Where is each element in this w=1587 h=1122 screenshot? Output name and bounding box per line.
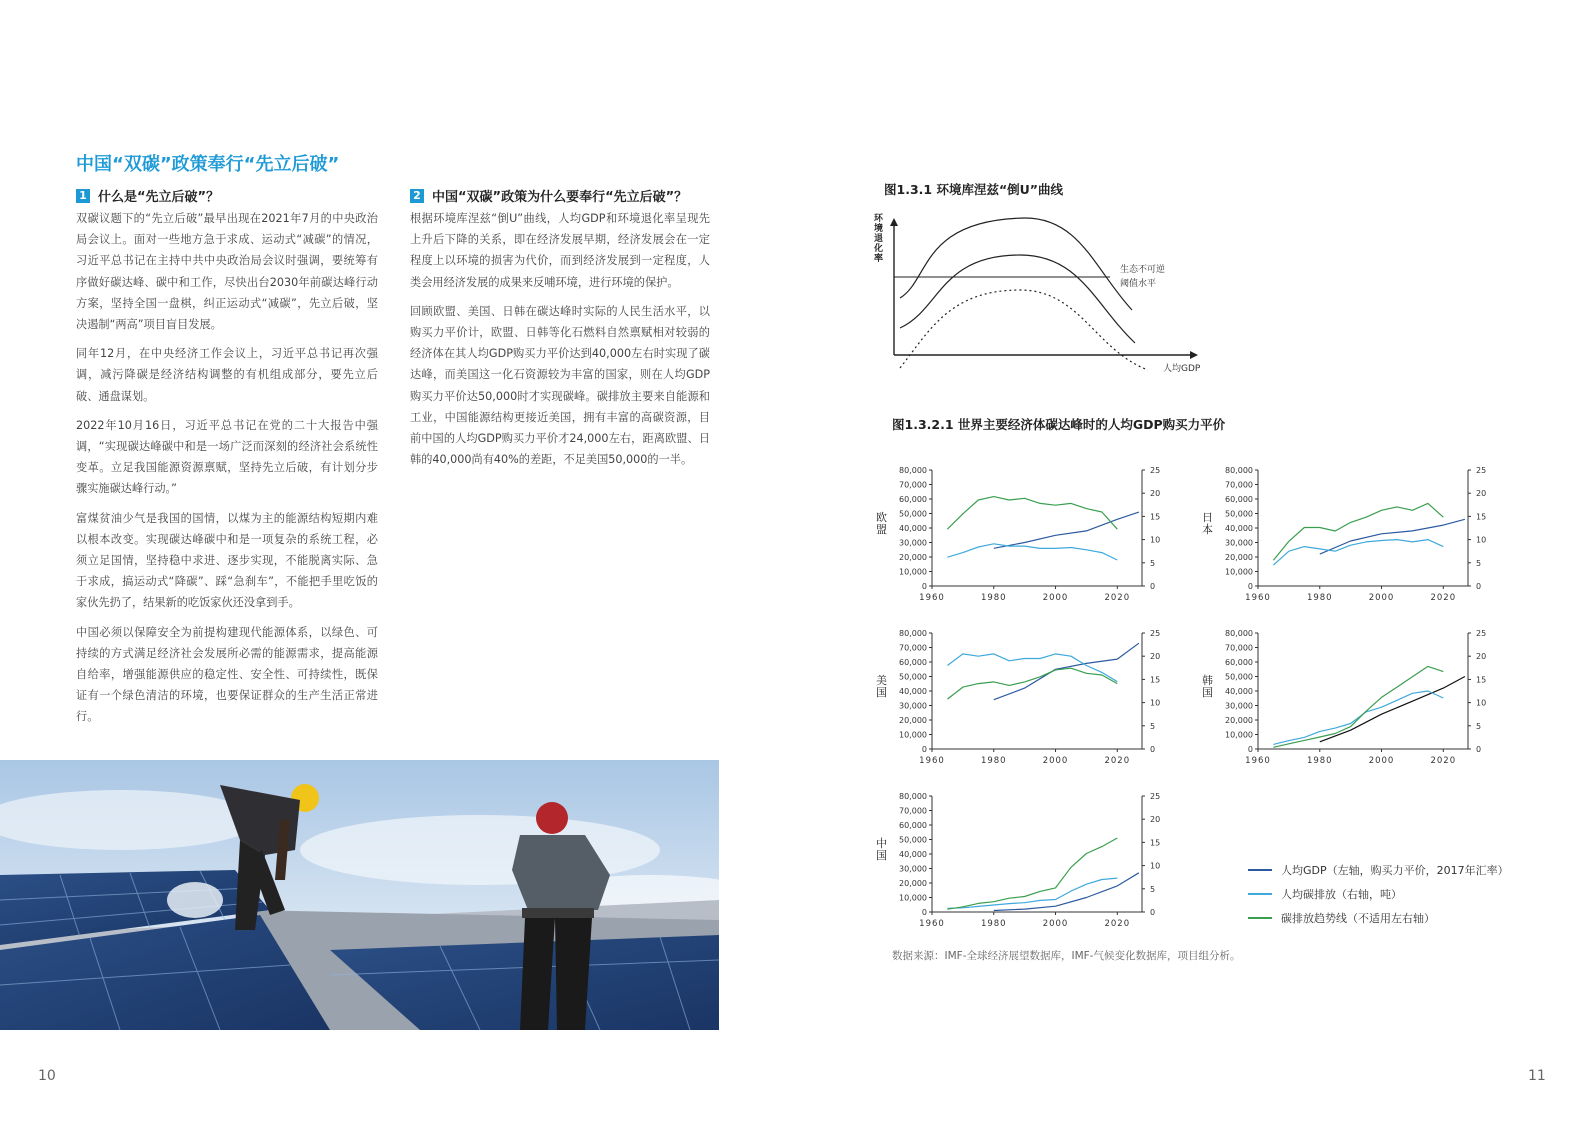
x-tick-label: 2000 [1368, 593, 1395, 603]
right-tick-label: 15 [1476, 675, 1487, 685]
left-tick-label: 30,000 [1225, 701, 1253, 711]
legend-swatch [1248, 917, 1272, 919]
left-tick-label: 60,000 [899, 658, 927, 667]
x-tick-label: 2000 [1368, 756, 1395, 766]
left-tick-label: 50,000 [899, 509, 927, 519]
kuznets-curve-diagram [880, 210, 1220, 385]
x-tick-label: 2020 [1430, 756, 1457, 766]
section-1-title: 什么是“先立后破”？ [98, 190, 220, 205]
section-2-number: 2 [410, 189, 424, 203]
x-tick-label: 2020 [1104, 919, 1131, 929]
left-tick-label: 70,000 [1225, 643, 1253, 653]
left-tick-label: 20,000 [899, 879, 927, 888]
left-tick-label: 40,000 [899, 850, 927, 859]
left-tick-label: 10,000 [1225, 730, 1253, 740]
left-tick-label: 30,000 [1225, 538, 1253, 548]
x-tick-label: 2020 [1104, 756, 1131, 766]
section-2-body [410, 208, 710, 478]
x-tick-label: 2020 [1430, 593, 1457, 603]
region-label: 中国 [876, 837, 887, 862]
right-tick-label: 20 [1150, 489, 1161, 499]
left-tick-label: 0 [1247, 745, 1253, 754]
x-axis-label: 人均GDP [1163, 364, 1201, 374]
section-1-body [76, 208, 378, 736]
left-tick-label: 10,000 [899, 730, 927, 740]
section-2-title: 中国“双碳”政策为什么要奉行“先立后破”？ [432, 190, 688, 205]
left-tick-label: 50,000 [1225, 509, 1253, 519]
left-tick-label: 20,000 [899, 553, 927, 562]
threshold-label: 生态不可逆 [1120, 265, 1166, 275]
x-tick-label: 1980 [1306, 593, 1333, 603]
region-label: 欧盟 [876, 511, 887, 536]
legend-swatch [1248, 869, 1272, 871]
page-title: 中国“双碳”政策奉行“先立后破” [76, 154, 340, 175]
series-line-emission [1273, 540, 1443, 566]
right-tick-label: 10 [1476, 698, 1487, 708]
paragraph: 富煤贫油少气是我国的国情，以煤为主的能源结构短期内难以根本改变。实现碳达峰碳中和是一项复杂的系统工程，必须立足国情，坚持稳中求进、逐步实现，不能脱离实际、急于求成，搞运动式“降碳”、踩“急刹车”，不能把手里吃饭的家伙先扔了，结果新的吃饭家伙还没拿到手。 [76, 511, 378, 610]
series-line-trend [947, 838, 1117, 909]
right-tick-label: 0 [1150, 582, 1156, 591]
chart-korea [1210, 625, 1530, 780]
paragraph: 中国必须以保障安全为前提构建现代能源体系，以绿色、可持续的方式满足经济社会发展所必需的能源需求，提高能源自给率，增强能源供应的稳定性、安全性、可持续性，既保证有一个绿色清洁的环境，也要保证群众的生产生活正常进行。 [76, 625, 378, 724]
left-tick-label: 80,000 [1225, 629, 1253, 638]
left-tick-label: 50,000 [899, 672, 927, 682]
right-tick-label: 0 [1476, 745, 1482, 754]
data-source-note: 数据来源：IMF-全球经济展望数据库，IMF-气候变化数据库，项目组分析。 [892, 950, 1241, 962]
series-line-gdp [994, 643, 1139, 700]
series-line-gdp [994, 512, 1139, 548]
chart-eu [884, 462, 1204, 617]
chart-usa [884, 625, 1204, 780]
left-tick-label: 60,000 [899, 821, 927, 830]
series-line-gdp [1320, 677, 1465, 742]
right-tick-label: 25 [1476, 629, 1487, 638]
right-tick-label: 0 [1476, 582, 1482, 591]
x-tick-label: 1980 [1306, 756, 1333, 766]
figure-1-title: 图1.3.1 环境库涅兹“倒U”曲线 [884, 182, 1064, 197]
x-tick-label: 1960 [919, 593, 945, 603]
paragraph: 回顾欧盟、美国、日韩在碳达峰时实际的人民生活水平，以购买力平价计，欧盟、日韩等化石燃料自然禀赋相对较弱的经济体在其人均GDP购买力平价达到40,000左右时实现了碳达峰，而美国这一化石资源较为丰富的国家，则在人均GDP购买力平价达50,000时才实现碳峰。碳排放主要来自能源和工业，中国能源结构更接近美国，拥有丰富的高碳资源，目前中国的人均GDP购买力平价才24,000左右，距离欧盟、日韩的40,000尚有40%的差距，不足美国50,000的一半。 [410, 304, 710, 467]
legend-item [1248, 910, 1509, 926]
left-tick-label: 80,000 [899, 629, 927, 638]
right-tick-label: 20 [1476, 652, 1487, 662]
solar-installation-photo [0, 760, 719, 1030]
left-tick-label: 60,000 [1225, 658, 1253, 667]
x-tick-label: 2000 [1042, 919, 1069, 929]
right-tick-label: 0 [1150, 745, 1156, 754]
x-tick-label: 2020 [1104, 593, 1131, 603]
right-tick-label: 5 [1150, 884, 1156, 894]
x-tick-label: 1960 [1245, 593, 1271, 603]
right-tick-label: 10 [1150, 698, 1161, 708]
legend-item [1248, 862, 1509, 878]
legend-label: 碳排放趋势线（不适用左右轴） [1281, 912, 1435, 925]
region-label: 韩国 [1202, 674, 1213, 699]
right-tick-label: 5 [1150, 721, 1156, 731]
y-axis-arrow [890, 218, 898, 226]
left-tick-label: 0 [921, 582, 927, 591]
section-2-heading [410, 186, 687, 205]
x-tick-label: 1960 [1245, 756, 1271, 766]
right-tick-label: 20 [1150, 815, 1161, 825]
x-tick-label: 1960 [919, 919, 945, 929]
right-tick-label: 20 [1476, 489, 1487, 499]
left-tick-label: 70,000 [899, 643, 927, 653]
right-tick-label: 5 [1150, 558, 1156, 568]
left-tick-label: 60,000 [899, 495, 927, 504]
left-tick-label: 50,000 [1225, 672, 1253, 682]
left-tick-label: 30,000 [899, 701, 927, 711]
legend-label: 人均碳排放（右轴，吨） [1281, 888, 1402, 901]
right-tick-label: 5 [1476, 721, 1482, 731]
left-tick-label: 70,000 [1225, 480, 1253, 490]
left-tick-label: 40,000 [899, 524, 927, 533]
left-tick-label: 40,000 [1225, 687, 1253, 696]
series-line-trend [1273, 503, 1443, 560]
legend-label: 人均GDP（左轴，购买力平价，2017年汇率） [1281, 864, 1509, 877]
left-tick-label: 10,000 [899, 893, 927, 903]
paragraph: 同年12月，在中央经济工作会议上，习近平总书记再次强调，减污降碳是经济结构调整的有机组成部分，要先立后破、通盘谋划。 [76, 347, 378, 403]
page-number-right: 11 [1528, 1068, 1546, 1084]
left-tick-label: 0 [921, 908, 927, 917]
right-tick-label: 25 [1150, 792, 1161, 801]
left-tick-label: 50,000 [899, 835, 927, 845]
left-tick-label: 40,000 [899, 687, 927, 696]
left-tick-label: 70,000 [899, 480, 927, 490]
right-tick-label: 25 [1150, 629, 1161, 638]
paragraph: 2022年10月16日，习近平总书记在党的二十大报告中强调，“实现碳达峰碳中和是一场广泛而深刻的经济社会系统性变革。立足我国能源资源禀赋，坚持先立后破，有计划分步骤实施碳达峰行动。” [76, 418, 378, 496]
left-tick-label: 20,000 [1225, 553, 1253, 562]
left-tick-label: 30,000 [899, 864, 927, 874]
left-tick-label: 80,000 [1225, 466, 1253, 475]
page-number-left: 10 [38, 1068, 56, 1084]
threshold-label: 阈值水平 [1120, 279, 1157, 289]
right-tick-label: 5 [1476, 558, 1482, 568]
chart-legend [1248, 862, 1509, 934]
legend-swatch [1248, 893, 1272, 895]
right-tick-label: 15 [1150, 838, 1161, 848]
chart-china [884, 788, 1204, 943]
right-tick-label: 15 [1150, 512, 1161, 522]
dotted-curve [900, 290, 1148, 370]
left-tick-label: 0 [1247, 582, 1253, 591]
x-tick-label: 2000 [1042, 756, 1069, 766]
left-tick-label: 70,000 [899, 806, 927, 816]
x-axis-arrow [1190, 351, 1198, 359]
left-tick-label: 0 [921, 745, 927, 754]
region-label: 日本 [1202, 511, 1213, 536]
series-line-trend [947, 497, 1117, 530]
chart-japan [1210, 462, 1530, 617]
legend-item [1248, 886, 1509, 902]
paragraph: 双碳议题下的“先立后破”最早出现在2021年7月的中央政治局会议上。面对一些地方急于求成、运动式“减碳”的情况，习近平总书记在主持中共中央政治局会议时强调，要统筹有序做好碳达峰、碳中和工作，尽快出台2030年前碳达峰行动方案，坚持全国一盘棋，纠正运动式“减碳”，先立后破，坚决遏制“两高”项目盲目发展。 [76, 212, 378, 332]
right-tick-label: 25 [1476, 466, 1487, 475]
paragraph: 根据环境库涅兹“倒U”曲线，人均GDP和环境退化率呈现先上升后下降的关系，即在经济发展早期，经济发展会在一定程度上以环境的损害为代价，而到经济发展到一定程度，人类会用经济发展的成果来反哺环境，进行环境的保护。 [410, 212, 710, 289]
left-tick-label: 10,000 [899, 567, 927, 577]
right-tick-label: 10 [1476, 535, 1487, 545]
x-tick-label: 1980 [980, 756, 1007, 766]
series-line-trend [1273, 666, 1443, 747]
left-tick-label: 80,000 [899, 792, 927, 801]
x-tick-label: 2000 [1042, 593, 1069, 603]
left-tick-label: 20,000 [899, 716, 927, 725]
left-tick-label: 30,000 [899, 538, 927, 548]
x-tick-label: 1960 [919, 756, 945, 766]
left-tick-label: 40,000 [1225, 524, 1253, 533]
series-line-emission [947, 878, 1117, 908]
region-label: 美国 [876, 674, 887, 699]
series-line-emission [947, 544, 1117, 560]
left-tick-label: 20,000 [1225, 716, 1253, 725]
right-tick-label: 10 [1150, 535, 1161, 545]
x-tick-label: 1980 [980, 593, 1007, 603]
right-tick-label: 15 [1150, 675, 1161, 685]
series-line-emission [947, 654, 1117, 682]
x-tick-label: 1980 [980, 919, 1007, 929]
figure-2-title: 图1.3.2.1 世界主要经济体碳达峰时的人均GDP购买力平价 [892, 417, 1226, 432]
left-tick-label: 80,000 [899, 466, 927, 475]
right-tick-label: 0 [1150, 908, 1156, 917]
right-tick-label: 10 [1150, 861, 1161, 871]
right-tick-label: 15 [1476, 512, 1487, 522]
right-tick-label: 20 [1150, 652, 1161, 662]
section-1-heading [76, 186, 219, 205]
section-1-number: 1 [76, 189, 90, 203]
left-tick-label: 10,000 [1225, 567, 1253, 577]
y-axis-label: 环境退化率 [874, 214, 884, 264]
right-tick-label: 25 [1150, 466, 1161, 475]
left-tick-label: 60,000 [1225, 495, 1253, 504]
